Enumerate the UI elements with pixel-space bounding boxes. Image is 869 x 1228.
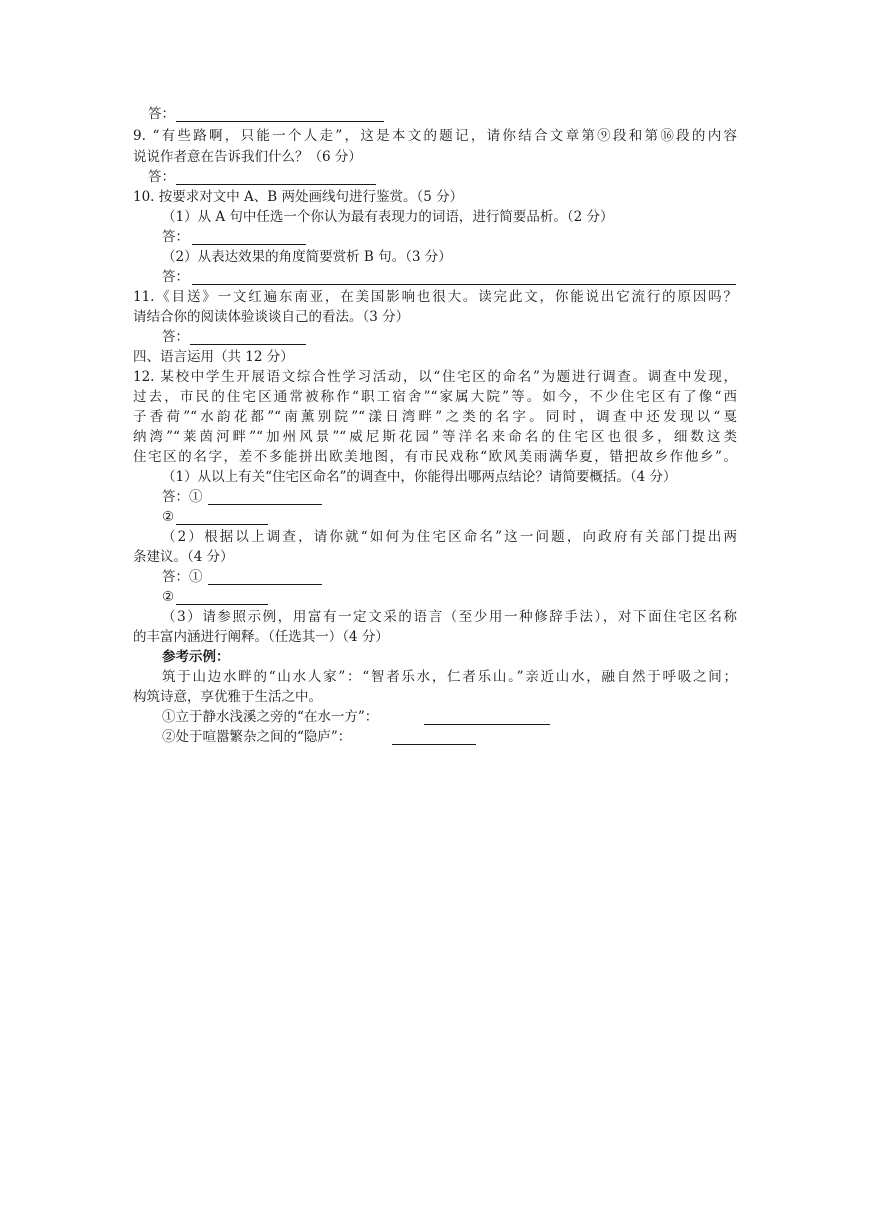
answer-label: 答： [162, 229, 189, 245]
q10-prompt: 10. 按要求对文中 A、B 两处画线句进行鉴赏。（5 分） [133, 189, 464, 205]
q12-prompt: 12. 某校中学生开展语文综合性学习活动，以“住宅区的命名”为题进行调查。调查中发现， [133, 369, 737, 385]
item1-label: ①立于静水浅溪之旁的“在水一方”： [162, 709, 379, 725]
q12-sub3-prompt-cont: 的丰富内涵进行阐释。（任选其一）（4 分） [133, 629, 389, 645]
q9-text-line2 [0, 147, 869, 167]
answer-label: ② [162, 509, 175, 525]
q10-sub1-prompt: （1）从 A 句中任选一个你认为最有表现力的词语，进行简要品析。（2 分） [162, 209, 614, 225]
q10-text [0, 187, 869, 207]
example-text-cont: 构筑诗意，享优雅于生活之中。 [133, 689, 322, 705]
q12-text-line1 [0, 367, 869, 387]
answer-blank[interactable] [176, 170, 376, 185]
q12-sub1-prompt: （1）从以上有关“住宅区命名”的调查中，你能得出哪两点结论？请简要概括。（4 分） [162, 469, 677, 485]
q12-sub1 [0, 467, 869, 487]
q11-text-line1 [0, 287, 869, 307]
item2-label: ②处于喧嚣繁杂之间的“隐庐”： [162, 729, 352, 745]
example-line2 [0, 687, 869, 707]
q9-answer-line [0, 167, 869, 187]
example-line1 [0, 667, 869, 687]
q10-sub1-answer-line [0, 227, 869, 247]
q12-sub2-line2 [0, 547, 869, 567]
example-heading-line [0, 647, 869, 667]
q12-sub2-answer2-line [0, 587, 869, 607]
answer-blank[interactable] [190, 330, 306, 345]
q9-text-line1 [0, 126, 869, 146]
q8-answer-line [0, 104, 869, 124]
answer-blank[interactable] [176, 590, 268, 605]
q11-answer-line [0, 327, 869, 347]
answer-label: 答： [148, 169, 175, 185]
q10-sub2 [0, 247, 869, 267]
q12-prompt-cont: 住宅区的名字，差不多能拼出欧美地图，有市民戏称“欧风美雨满华夏，错把故乡作他乡”。 [133, 449, 737, 465]
answer-blank[interactable] [192, 230, 306, 245]
q10-sub1 [0, 207, 869, 227]
q11-text-line2 [0, 307, 869, 327]
q12-sub1-answer1-line [0, 487, 869, 507]
answer-blank[interactable] [208, 490, 322, 505]
answer-label: 答： [162, 329, 189, 345]
q9-prompt: 9. “有些路啊，只能一个人走”，这是本文的题记，请你结合文章第⑨段和第⑯段的内容 [133, 128, 737, 144]
q12-text-line4 [0, 427, 869, 447]
answer-blank[interactable] [392, 730, 476, 745]
q11-prompt: 11.《目送》一文红遍东南亚，在美国影响也很大。读完此文，你能说出它流行的原因吗？ [133, 289, 737, 305]
answer-label: 答：① [162, 569, 203, 585]
answer-blank[interactable] [176, 510, 268, 525]
section4-title: 四、语言运用（共 12 分） [133, 349, 294, 365]
item2-line [0, 727, 869, 747]
q12-prompt-cont: 子香荷”“水韵花都”“南薰别院”“漾日湾畔”之类的名字。同时，调查中还发现以“戛 [133, 409, 737, 425]
q12-text-line2 [0, 387, 869, 407]
q10-sub2-answer-line [0, 267, 869, 287]
q12-sub3-line2 [0, 627, 869, 647]
q10-sub2-prompt: （2）从表达效果的角度简要赏析 B 句。（3 分） [162, 249, 452, 265]
q12-sub2-answer1-line [0, 567, 869, 587]
q12-sub3-line1 [0, 607, 869, 627]
q12-prompt-cont: 过去，市民的住宅区通常被称作“职工宿舍”“家属大院”等。如今，不少住宅区有了像“西 [133, 389, 737, 405]
q12-text-line3 [0, 407, 869, 427]
answer-blank[interactable] [424, 710, 550, 725]
q12-sub1-answer2-line [0, 507, 869, 527]
answer-blank[interactable] [208, 570, 322, 585]
q12-sub3-prompt: （3）请参照示例，用富有一定文采的语言（至少用一种修辞手法），对下面住宅区名称 [162, 609, 737, 625]
q12-sub2-line1 [0, 527, 869, 547]
section-heading [0, 347, 869, 367]
answer-label: ② [162, 589, 175, 605]
answer-label: 答：① [162, 489, 203, 505]
q12-text-line5 [0, 447, 869, 467]
item1-line [0, 707, 869, 727]
q12-sub2-prompt: （2）根据以上调查，请你就“如何为住宅区命名”这一问题，向政府有关部门提出两 [162, 529, 737, 545]
example-text: 筑于山边水畔的“山水人家”：“智者乐水，仁者乐山。”亲近山水，融自然于呼吸之间； [162, 669, 737, 685]
q9-prompt-cont: 说说作者意在告诉我们什么？（6 分） [133, 149, 362, 165]
example-heading: 参考示例： [162, 649, 230, 665]
answer-blank[interactable] [192, 270, 736, 285]
q11-prompt-cont: 请结合你的阅读体验谈谈自己的看法。（3 分） [133, 309, 410, 325]
q12-prompt-cont: 纳湾”“莱茵河畔”“加州风景”“威尼斯花园”等洋名来命名的住宅区也很多，细数这类 [133, 429, 737, 445]
answer-blank[interactable] [176, 107, 384, 122]
answer-label: 答： [162, 269, 189, 285]
answer-label: 答： [148, 106, 175, 122]
q12-sub2-prompt-cont: 条建议。（4 分） [133, 549, 234, 565]
